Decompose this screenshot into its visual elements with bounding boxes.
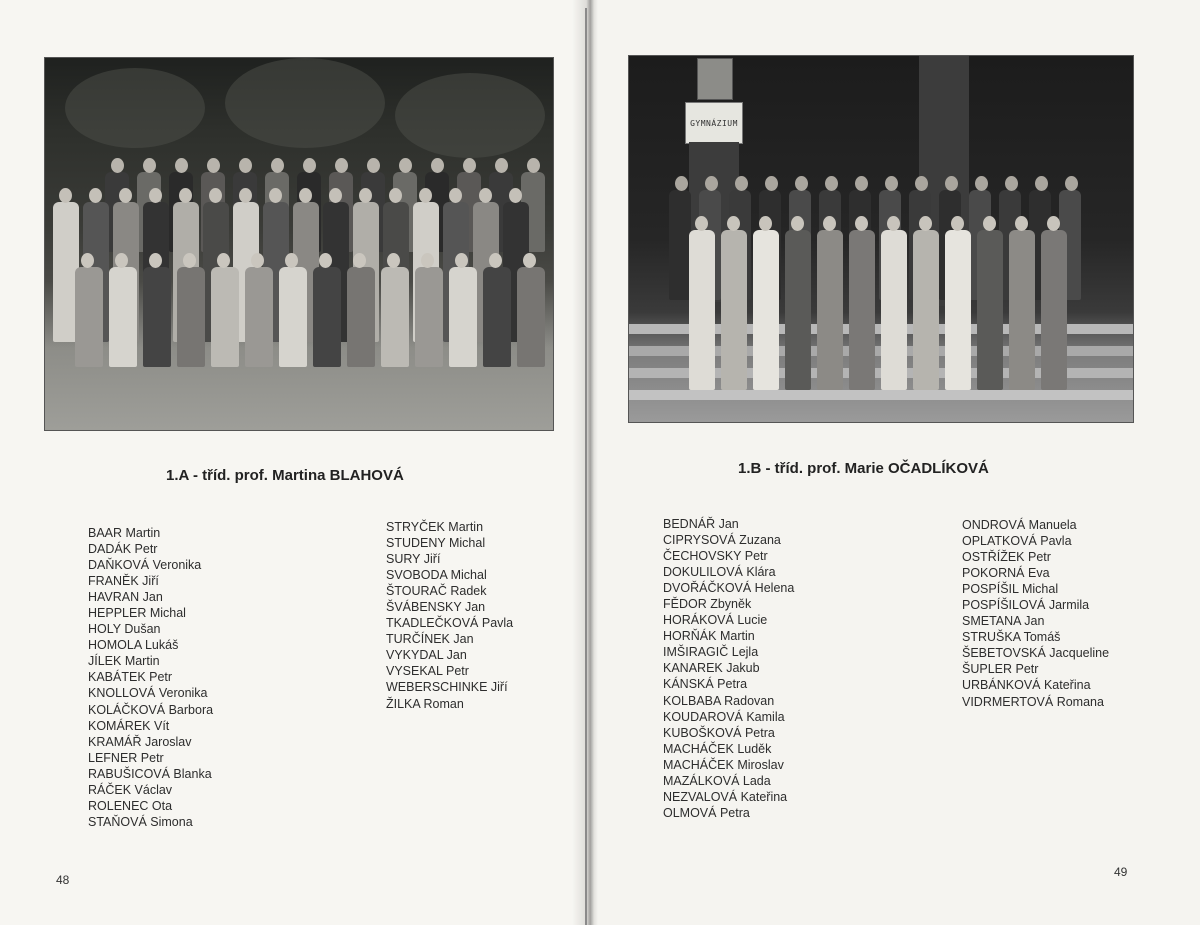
student-name: POKORNÁ Eva [962,566,1050,581]
student-name: OLMOVÁ Petra [663,805,750,820]
student-name: MAZÁLKOVÁ Lada [663,773,771,788]
student-name: ŠTOURAČ Radek [386,584,487,599]
student-name: POSPÍŠIL Michal [962,582,1059,597]
student-name: HOMOLA Lukáš [88,638,179,653]
student-name: URBÁNKOVÁ Kateřina [962,678,1091,693]
student-name: HEPPLER Michal [88,606,186,621]
student-name: KOLBABA Radovan [663,693,775,708]
student-name: RÁČEK Václav [88,782,173,797]
foliage [225,58,385,148]
gymnazium-sign: GYMNÁZIUM [685,102,743,144]
student-name: KOMÁREK Vít [88,718,170,733]
student-name: KANAREK Jakub [663,661,760,676]
student-name: BEDNÁŘ Jan [663,517,739,531]
student-name: VYSEKAL Petr [386,664,469,679]
student-name: ŠEBETOVSKÁ Jacqueline [962,646,1110,661]
student-name: MACHÁČEK Luděk [663,741,772,756]
student-name: HORŇÁK Martin [663,629,755,644]
student-name: ŠVÁBENSKY Jan [386,600,486,615]
student-name: DADÁK Petr [88,542,158,557]
student-name: ŽILKA Roman [386,696,464,711]
student-name: KNOLLOVÁ Veronika [88,686,208,701]
student-name: KUBOŠKOVÁ Petra [663,725,775,740]
student-name: NEZVALOVÁ Kateřina [663,789,788,804]
page-number-right: 49 [1114,865,1128,879]
student-name: STRYČEK Martin [386,520,484,534]
student-list-1b-col1 [663,516,794,821]
student-list-1a-col1 [88,525,213,830]
student-name: SURY Jiří [386,552,441,567]
student-name: BAAR Martin [88,526,161,540]
student-name: POSPÍŠILOVÁ Jarmila [962,598,1090,613]
student-name: JÍLEK Martin [88,654,160,669]
student-name: CIPRYSOVÁ Zuzana [663,533,781,548]
class-photo-1a [44,57,554,431]
student-name: KRAMÁŘ Jaroslav [88,734,192,749]
student-name: SMETANA Jan [962,614,1045,629]
student-name: TURČÍNEK Jan [386,632,474,647]
student-name: ČECHOVSKY Petr [663,549,768,564]
student-name: KABÁTEK Petr [88,670,173,685]
student-name: TKADLEČKOVÁ Pavla [386,616,514,631]
student-name: ONDROVÁ Manuela [962,518,1077,532]
student-name: DVOŘÁČKOVÁ Helena [663,581,795,596]
student-name: LEFNER Petr [88,750,164,765]
student-name: STUDENY Michal [386,536,486,551]
student-name: OSTŘÍŽEK Petr [962,550,1051,565]
student-name: HOLY Dušan [88,622,161,637]
student-name: WEBERSCHINKE Jiří [386,680,508,695]
class-title-1a: 1.A - tříd. prof. Martina BLAHOVÁ [166,467,404,484]
student-name: ROLENEC Ota [88,798,173,813]
foliage [395,73,545,158]
school-crest [697,58,733,100]
student-name: VIDRMERTOVÁ Romana [962,694,1104,709]
student-name: ŠUPLER Petr [962,662,1039,677]
student-name: FRANĚK Jiří [88,574,159,589]
student-name: DOKULILOVÁ Klára [663,565,776,580]
student-name: SVOBODA Michal [386,568,487,583]
student-name: STAŇOVÁ Simona [88,814,193,829]
stair-step [629,390,1133,400]
student-name: IMŠIRAGIČ Lejla [663,645,759,660]
student-list-1a-col2 [386,519,513,712]
student-name: FĚDOR Zbyněk [663,597,752,612]
page-number-left: 48 [56,873,70,887]
foliage [65,68,205,148]
student-name: KOLÁČKOVÁ Barbora [88,702,214,717]
student-name: RABUŠICOVÁ Blanka [88,766,212,781]
student-name: OPLATKOVÁ Pavla [962,534,1072,549]
student-name: DAŇKOVÁ Veronika [88,558,202,573]
student-name: VYKYDAL Jan [386,648,467,663]
student-name: STRUŠKA Tomáš [962,630,1061,645]
student-name: HORÁKOVÁ Lucie [663,613,768,628]
student-name: KOUDAROVÁ Kamila [663,709,785,724]
gutter-line [585,8,587,925]
student-name: HAVRAN Jan [88,590,163,605]
student-name: KÁNSKÁ Petra [663,677,748,692]
student-name: MACHÁČEK Miroslav [663,757,784,772]
student-list-1b-col2 [962,517,1109,710]
class-title-1b: 1.B - tříd. prof. Marie OČADLÍKOVÁ [738,460,989,477]
class-photo-1b [628,55,1134,423]
